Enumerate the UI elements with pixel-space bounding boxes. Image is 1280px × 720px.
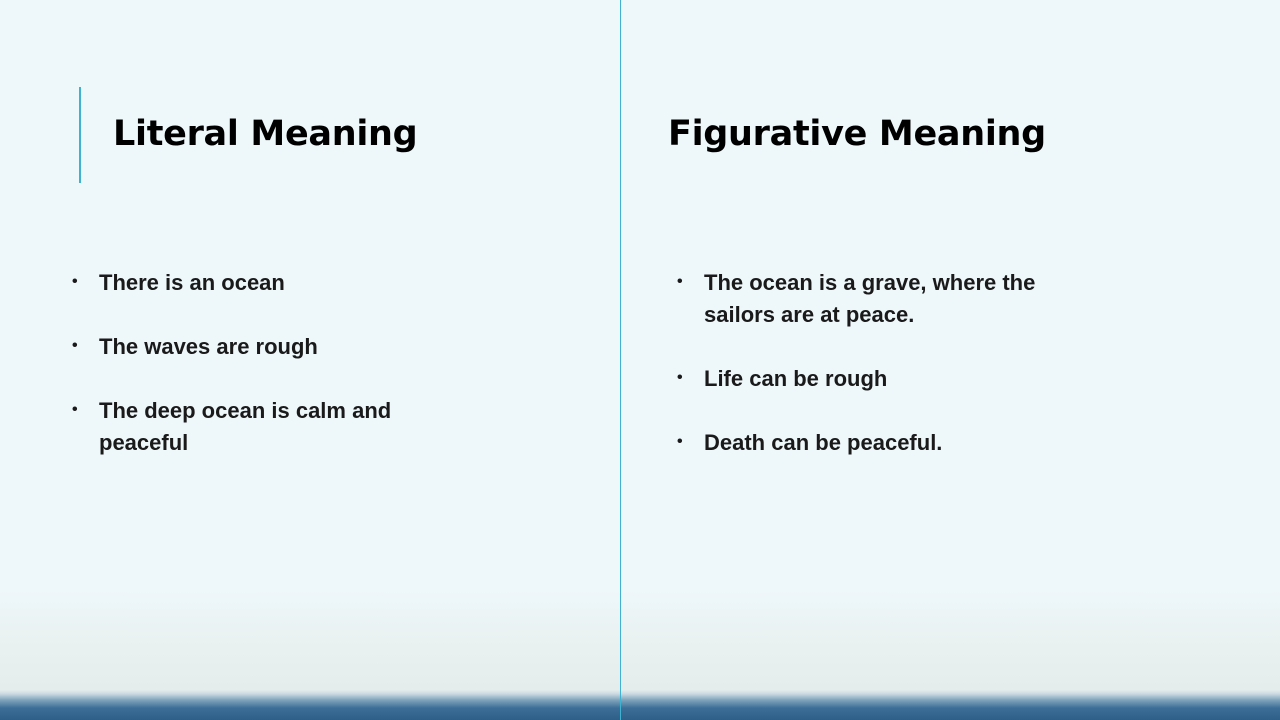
list-item [674, 427, 1064, 459]
bullet-icon: • [677, 369, 683, 386]
bullet-text: The deep ocean is calm and peaceful [99, 398, 392, 455]
literal-bullet-list [69, 267, 449, 491]
list-item [674, 267, 1064, 331]
literal-meaning-heading: Literal Meaning [113, 114, 418, 154]
bullet-icon: • [677, 273, 683, 290]
list-item [69, 395, 449, 459]
bullet-icon: • [72, 401, 78, 418]
title-accent-bar [79, 87, 81, 183]
list-item [69, 331, 449, 363]
bullet-icon: • [72, 337, 78, 354]
bullet-text: The ocean is a grave, where the sailors are at peace. [704, 270, 1036, 327]
column-divider [620, 0, 621, 720]
bullet-icon: • [72, 273, 78, 290]
list-item [674, 363, 1064, 395]
bullet-text: Death can be peaceful. [704, 430, 943, 455]
bullet-icon: • [677, 433, 683, 450]
bullet-text: The waves are rough [99, 334, 318, 359]
list-item [69, 267, 449, 299]
bullet-text: There is an ocean [99, 270, 285, 295]
bullet-text: Life can be rough [704, 366, 888, 391]
figurative-meaning-heading: Figurative Meaning [668, 114, 1046, 154]
figurative-bullet-list [674, 267, 1064, 491]
